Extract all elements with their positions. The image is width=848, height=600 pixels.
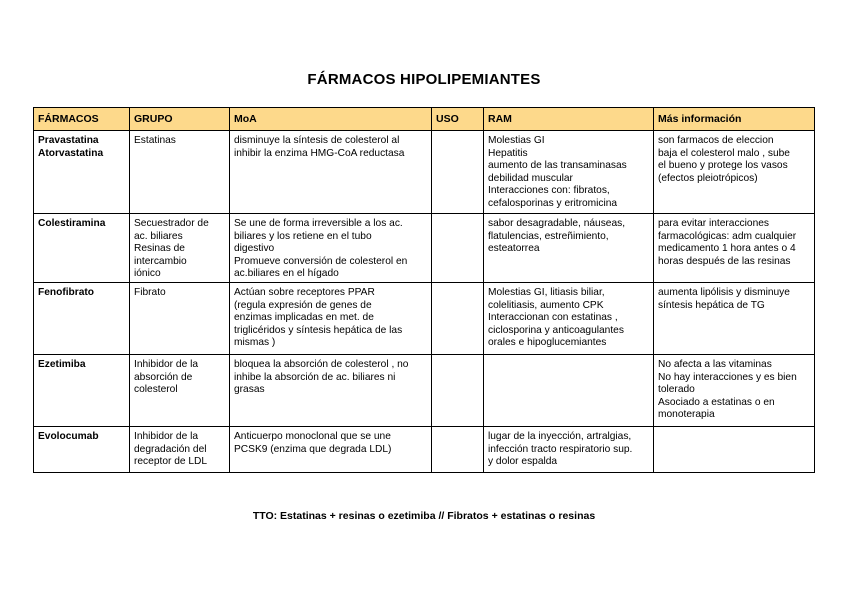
cell-text-line: enzimas implicadas en met. de (234, 312, 374, 324)
cell-text-line: Colestiramina (38, 218, 106, 229)
cell-text-line: Molestias GI (488, 135, 545, 146)
cell-text-line: Interacciones con: fibratos, (488, 185, 610, 197)
drug-table (33, 107, 815, 473)
group-cell (130, 214, 230, 283)
cell-text-line: Fenofibrato (38, 287, 95, 298)
cell-text-line: inhibe la absorción de ac. biliares ni (234, 371, 396, 383)
cell-text-line: PCSK9 (enzima que degrada LDL) (234, 443, 392, 455)
header-mas-informacion: Más información (654, 108, 815, 131)
cell-text-line: aumento de las transaminasas (488, 160, 627, 172)
use-cell (432, 355, 484, 427)
moa-cell (230, 283, 432, 355)
header-grupo: GRUPO (130, 108, 230, 131)
use-cell (432, 427, 484, 473)
cell-text-line: para evitar interacciones (658, 218, 769, 229)
cell-text-line: flatulencias, estreñimiento, (488, 230, 609, 242)
cell-text-line: (regula expresión de genes de (234, 299, 372, 311)
ram-cell (484, 214, 654, 283)
cell-text-line: infección tracto respiratorio sup. (488, 443, 633, 455)
cell-text-line: No afecta a las vitaminas (658, 359, 772, 370)
cell-text-line: horas después de las resinas (658, 255, 791, 267)
info-cell (654, 355, 815, 427)
ram-cell (484, 283, 654, 355)
cell-text-line: disminuye la síntesis de colesterol al (234, 135, 400, 146)
drug-cell (34, 355, 130, 427)
cell-text-line: inhibir la enzima HMG-CoA reductasa (234, 147, 405, 159)
moa-cell (230, 355, 432, 427)
cell-text-line: son farmacos de eleccion (658, 135, 774, 146)
cell-text-line: Inhibidor de la (134, 359, 199, 370)
cell-text-line: absorción de (134, 371, 193, 383)
cell-text-line: Evolocumab (38, 431, 99, 442)
cell-text-line: lugar de la inyección, artralgias, (488, 431, 632, 442)
cell-text-line: cefalosporinas y eritromicina (488, 197, 618, 209)
moa-cell (230, 214, 432, 283)
cell-text-line: ac.biliares en el hígado (234, 268, 339, 280)
cell-text-line: Asociado a estatinas o en (658, 396, 775, 408)
drug-cell (34, 283, 130, 355)
cell-text-line: Atorvastatina (38, 147, 104, 159)
use-cell (432, 283, 484, 355)
table-row (34, 131, 815, 214)
table-row (34, 355, 815, 427)
cell-text-line: y dolor espalda (488, 456, 558, 468)
cell-text-line: síntesis hepática de TG (658, 299, 765, 311)
header-moa: MoA (230, 108, 432, 131)
ram-cell (484, 131, 654, 214)
cell-text-line: digestivo (234, 243, 275, 255)
cell-text-line: bloquea la absorción de colesterol , no (234, 359, 409, 370)
group-cell (130, 355, 230, 427)
cell-text-line: iónico (134, 268, 161, 280)
info-cell (654, 427, 815, 473)
ram-cell (484, 355, 654, 427)
cell-text-line: orales e hipoglucemiantes (488, 337, 607, 349)
info-cell (654, 283, 815, 355)
cell-text-line: Molestias GI, litiasis biliar, (488, 287, 605, 298)
table-header-row (34, 108, 815, 131)
use-cell (432, 131, 484, 214)
cell-text-line: tolerado (658, 384, 695, 396)
cell-text-line: farmacológicas: adm cualquier (658, 230, 797, 242)
group-cell (130, 131, 230, 214)
cell-text-line: Estatinas (134, 135, 176, 146)
cell-text-line: monoterapia (658, 409, 715, 421)
cell-text-line: No hay interacciones y es bien (658, 371, 797, 383)
cell-text-line: intercambio (134, 255, 187, 267)
cell-text-line: sabor desagradable, náuseas, (488, 218, 626, 229)
cell-text-line: esteatorrea (488, 243, 540, 255)
page-title: FÁRMACOS HIPOLIPEMIANTES (307, 71, 541, 88)
header-uso: USO (432, 108, 484, 131)
drug-cell (34, 427, 130, 473)
table-row (34, 214, 815, 283)
cell-text-line: ac. biliares (134, 230, 183, 242)
table-row (34, 283, 815, 355)
cell-text-line: Resinas de (134, 243, 185, 255)
treatment-note: TTO: Estatinas + resinas o ezetimiba // Fibratos + estatinas o resinas (252, 510, 596, 522)
cell-text-line: triglicéridos y síntesis hepática de las (234, 324, 403, 336)
ram-cell (484, 427, 654, 473)
cell-text-line: Se une de forma irreversible a los ac. (234, 218, 403, 229)
header-farmacos: FÁRMACOS (34, 108, 130, 131)
header-ram: RAM (484, 108, 654, 131)
moa-cell (230, 131, 432, 214)
cell-text-line: Fibrato (134, 287, 166, 298)
cell-text-line: receptor de LDL (134, 456, 208, 468)
cell-text-line: Actúan sobre receptores PPAR (234, 287, 375, 298)
cell-text-line: Secuestrador de (134, 218, 209, 229)
group-cell (130, 283, 230, 355)
cell-text-line: colesterol (134, 384, 178, 396)
cell-text-line: mismas ) (234, 337, 276, 349)
cell-text-line: Anticuerpo monoclonal que se une (234, 431, 391, 442)
moa-cell (230, 427, 432, 473)
drug-cell (34, 214, 130, 283)
cell-text-line: Hepatitis (488, 147, 528, 159)
cell-text-line: aumenta lipólisis y disminuye (658, 287, 790, 298)
use-cell (432, 214, 484, 283)
cell-text-line: Interaccionan con estatinas , (488, 312, 618, 324)
cell-text-line: Inhibidor de la (134, 431, 199, 442)
info-cell (654, 131, 815, 214)
cell-text-line: ciclosporina y anticoagulantes (488, 324, 624, 336)
info-cell (654, 214, 815, 283)
cell-text-line: biliares y los retiene en el tubo (234, 230, 372, 242)
cell-text-line: baja el colesterol malo , sube (658, 147, 790, 159)
drug-cell (34, 131, 130, 214)
table-row (34, 427, 815, 473)
cell-text-line: grasas (234, 384, 265, 396)
cell-text-line: Ezetimiba (38, 359, 86, 370)
group-cell (130, 427, 230, 473)
cell-text-line: Promueve conversión de colesterol en (234, 255, 408, 267)
cell-text-line: Pravastatina (38, 135, 99, 146)
cell-text-line: degradación del (134, 443, 207, 455)
cell-text-line: (efectos pleiotrópicos) (658, 172, 758, 184)
cell-text-line: debilidad muscular (488, 172, 573, 184)
cell-text-line: colelitiasis, aumento CPK (488, 299, 604, 311)
cell-text-line: el bueno y protege los vasos (658, 160, 788, 172)
cell-text-line: medicamento 1 hora antes o 4 (658, 243, 796, 255)
